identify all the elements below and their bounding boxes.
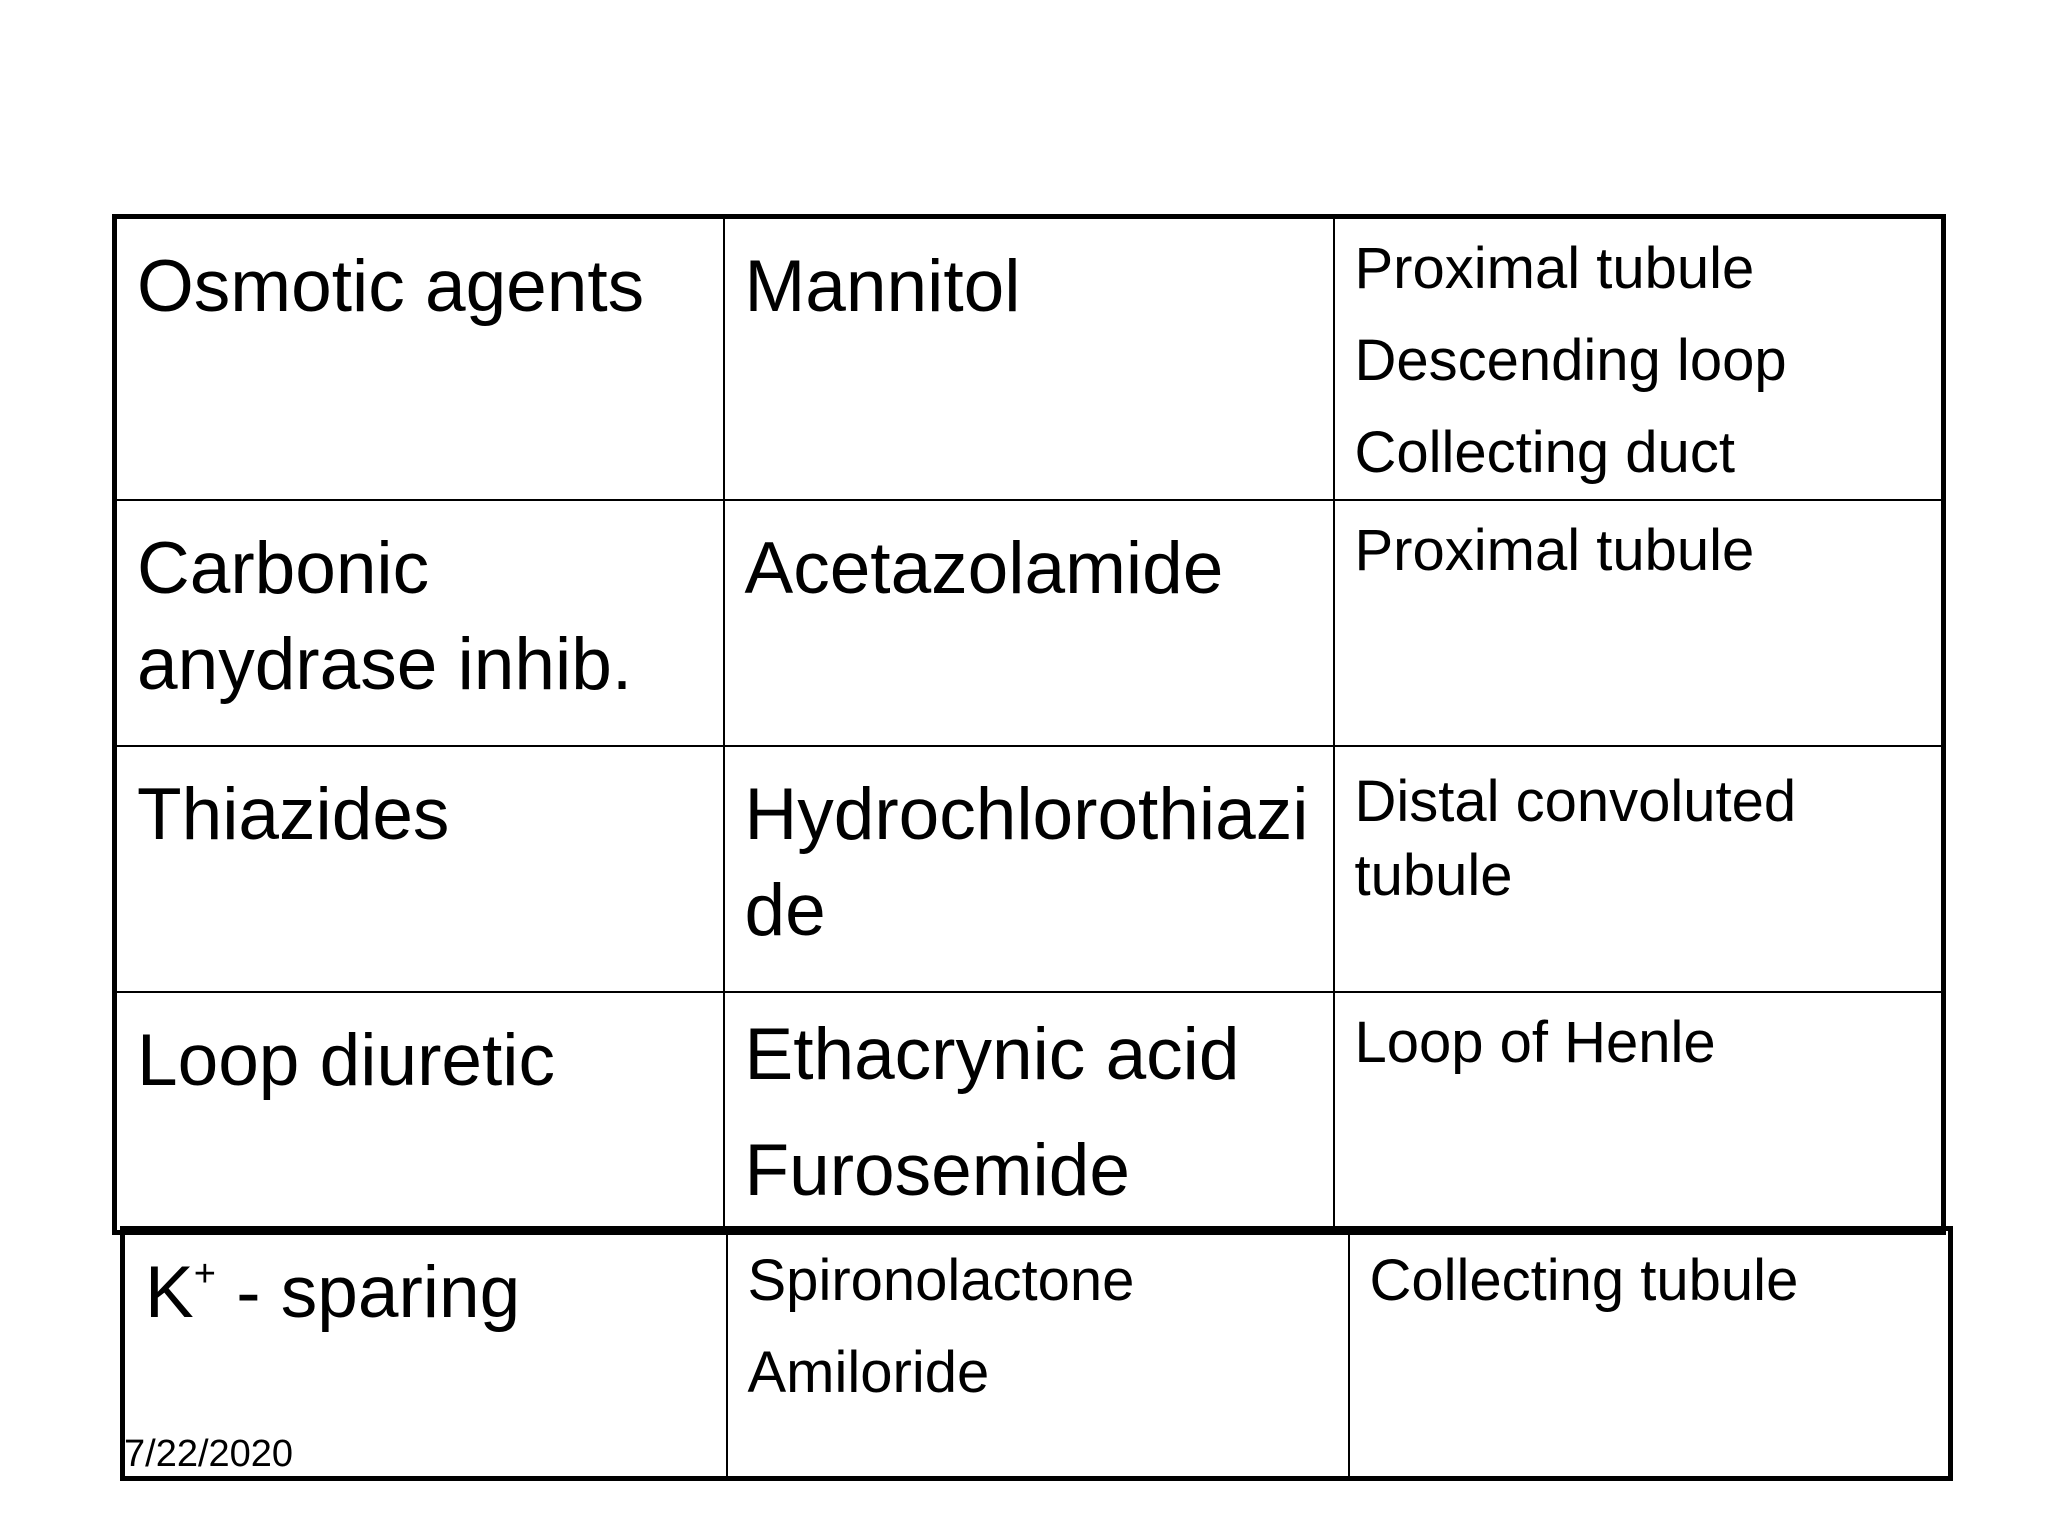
table-row — [123, 1229, 1951, 1479]
table-row — [115, 992, 1944, 1232]
class-text: Thiazides — [137, 774, 450, 855]
site-text: Proximal tubule — [1354, 518, 1755, 583]
k-sparing-table — [120, 1226, 1953, 1481]
class-base: K — [145, 1252, 194, 1333]
drug-text: Ethacrynic acid — [744, 1014, 1240, 1095]
drug-cell — [724, 500, 1334, 746]
drug-text: Mannitol — [744, 246, 1021, 327]
class-cell — [115, 500, 724, 746]
table-row — [115, 500, 1944, 746]
site-cell — [1349, 1229, 1951, 1479]
site-list — [1335, 219, 1942, 499]
table-row — [115, 746, 1944, 992]
site-text: Collecting tubule — [1369, 1248, 1799, 1313]
drug-cell — [724, 217, 1334, 501]
site-cell — [1334, 500, 1944, 746]
class-text: Carbonic anydrase inhib. — [137, 528, 633, 705]
site-text: Collecting duct — [1354, 420, 1735, 485]
class-rest: - sparing — [215, 1252, 521, 1333]
class-cell — [115, 992, 724, 1232]
site-text: Descending loop — [1354, 328, 1787, 393]
site-cell — [1334, 746, 1944, 992]
class-cell — [115, 217, 724, 501]
class-text: Osmotic agents — [137, 246, 645, 327]
class-text — [125, 1231, 726, 1341]
site-text: Proximal tubule — [1354, 236, 1755, 301]
drug-cell — [724, 746, 1334, 992]
site-text: Distal convoluted tubule — [1354, 769, 1797, 908]
drug-text: Amiloride — [747, 1340, 990, 1405]
drug-text: Furosemide — [744, 1130, 1130, 1211]
drug-text: Spironolactone — [747, 1248, 1135, 1313]
class-text: Loop diuretic — [137, 1020, 556, 1101]
drug-list — [725, 993, 1333, 1229]
site-cell — [1334, 217, 1944, 501]
drug-text: Acetazolamide — [744, 528, 1224, 609]
drug-text: Hydrochlorothiazide — [744, 774, 1309, 951]
table-row — [115, 217, 1944, 501]
drug-list — [728, 1231, 1348, 1419]
slide-date: 7/22/2020 — [124, 1433, 294, 1475]
drug-cell — [727, 1229, 1349, 1479]
drug-cell — [724, 992, 1334, 1232]
site-text: Loop of Henle — [1354, 1010, 1716, 1075]
diuretics-table — [112, 214, 1946, 1235]
site-cell — [1334, 992, 1944, 1232]
class-cell — [115, 746, 724, 992]
superscript-plus: + — [193, 1252, 216, 1295]
